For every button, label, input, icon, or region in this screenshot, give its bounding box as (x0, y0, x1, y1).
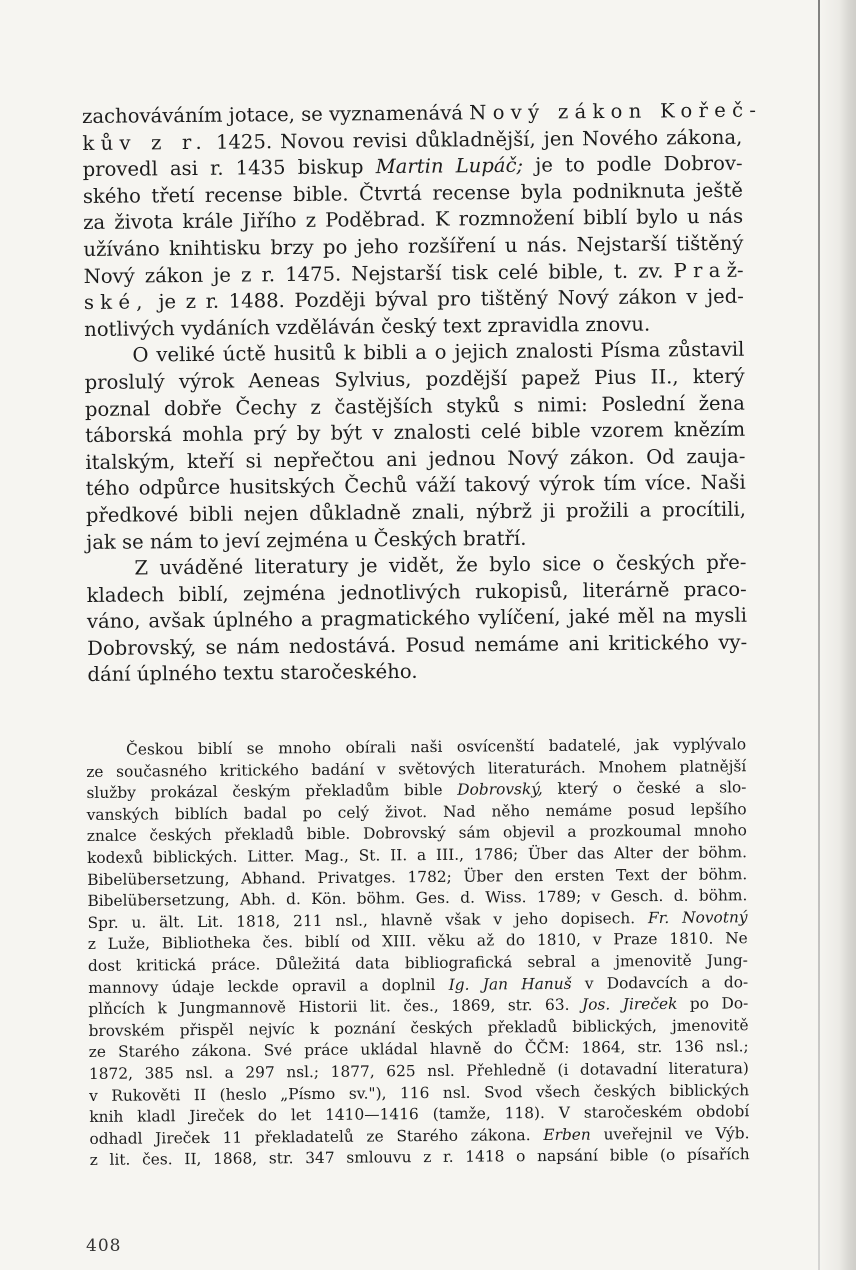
main-line: užíváno knihtisku brzy po jeho rozšíření u nás. Nejstarší tištěný (83, 231, 744, 261)
main-line: proslulý výrok Aeneas Sylvius, pozdější papež Pius II., který (84, 364, 745, 394)
person-name: Dobrovský, (457, 780, 543, 799)
main-line: provedl asi r. 1435 biskup Martin Lupáč; je to podle Dobrov- (82, 151, 743, 182)
footnote-line: 1872, 385 nsl. a 297 nsl.; 1877, 625 nsl. Přehledně (i dotavadní literatura) (88, 1059, 749, 1083)
person-name: Jos. Jireček (581, 994, 678, 1014)
footnote-line: odhadl Jireček 11 překladatelů ze Starého zákona. Erben uveřejnil ve Výb. (89, 1123, 750, 1148)
footnote-line: brovském přispěl nejvíc k poznání českých překladů biblických, jmenovitě (88, 1015, 749, 1040)
footnote-line: znalce českých překladů bible. Dobrovský sám objevil a prozkoumal mnoho (86, 821, 747, 846)
footnote-line: z lit. čes. II, 1868, str. 347 smlouvu z r. 1418 o napsání bible (o písařích (89, 1145, 750, 1170)
footnote-line: ze Starého zákona. Své práce ukládal hlavně do ČČM: 1864, str. 136 nsl.; (88, 1037, 749, 1062)
footnote-line: Bibelübersetzung, Abh. d. Kön. böhm. Ges. d. Wiss. 1789; v Gesch. d. böhm. (87, 886, 748, 911)
footnote-line: Českou biblí se mnoho obírali naši osvícenští badatelé, jak vyplývalo (126, 735, 747, 759)
page-number: 408 (86, 1236, 122, 1256)
main-line: za života krále Jiřího z Poděbrad. K rozmnožení biblí bylo u nás (83, 205, 744, 235)
footnote-line: mannovy údaje leckde opravil a doplnil Ig. Jan Hanuš v Dodavcích a do- (88, 972, 749, 997)
main-line: Dobrovský, se nám nedostává. Posud nemáme ani kritického vy- (87, 630, 748, 660)
main-line: kladech biblí, zejména jednotlivých rukopisů, literárně praco- (86, 577, 747, 607)
main-line: Nový zákon je z r. 1475. Nejstarší tisk celé bible, t. zv. Praž- (83, 258, 744, 288)
person-name: Erben (543, 1125, 591, 1144)
main-line: tého odpůrce husitských Čechů váží takový výrok tím více. Naši (85, 470, 746, 501)
main-line: dání úplného textu staročeského. (87, 660, 418, 687)
main-line: zachováváním jotace, se vyznamenává Nový zákon Kořeč- (82, 98, 763, 128)
footnote-line: ze současného kritického badání v světových literaturách. Mnohem platnější (86, 756, 747, 781)
footnote-line: v Rukověti II (heslo „Písmo sv."), 116 nsl. Svod všech českých biblických (89, 1080, 750, 1105)
footnote-line: Spr. u. ält. Lit. 1818, 211 nsl., hlavně však v jeho dopisech. Fr. Novotný (87, 907, 748, 932)
footnote-line: plňcích k Jungmannově Historii lit. čes., 1869, str. 63. Jos. Jireček po Do- (88, 994, 749, 1019)
main-line: předkové bibli nejen důkladně znali, nýbrž ji prožili a procítili, (85, 497, 747, 527)
main-line: táborská mohla prý by být v znalosti celé bible vzorem knězím (85, 417, 746, 448)
main-line: váno, avšak úplného a pragmatického vylíčení, jaké měl na mysli (86, 603, 748, 634)
person-name: Fr. Novotný (647, 907, 748, 927)
main-text-block (82, 98, 763, 689)
footnote-block (86, 734, 750, 1172)
spaced-title: kův z r. (82, 130, 209, 155)
main-line: italským, kteří si nepřečtou ani jednou Nový zákon. Od zauja- (85, 444, 746, 474)
main-line: poznal dobře Čechy z častějších styků s nimi: Poslední žena (84, 391, 746, 421)
spaced-title: Pra (673, 258, 727, 282)
footnote-line: dost kritická práce. Důležitá data bibliografická sebral a jmenovitě Jung- (87, 951, 749, 975)
main-line: O veliké úctě husitů k bibli a o jejich znalosti Písma zůstavil (132, 337, 745, 367)
footnote-line: z Luže, Bibliotheka čes. biblí od XIII. věku až do 1810, v Praze 1810. Ne (87, 929, 748, 954)
spaced-title: ské, (83, 290, 149, 315)
main-line: ské, je z r. 1488. Později býval pro tištěný Nový zákon v jed- (83, 284, 744, 315)
main-line: notlivých vydáních vzděláván český text zpravidla znovu. (84, 312, 651, 341)
footnote-line: vanských biblích badal po celý život. Nad něho nemáme posud lepšího (86, 800, 747, 824)
person-name: Martin Lupáč; (375, 153, 524, 179)
main-line: ského třetí recense bible. Čtvrtá recense byla podniknuta ještě (82, 178, 743, 208)
footnote-line: knih kladl Jireček do let 1410—1416 (tamže, 118). V staročeském období (89, 1102, 750, 1127)
footnote-line: Bibelübersetzung, Abhand. Privatges. 1782; Über den ersten Text der böhm. (87, 864, 748, 889)
book-spine-shadow (818, 0, 856, 1270)
gutter-edge (818, 0, 820, 1270)
footnote-line: kodexů biblických. Litter. Mag., St. II. a III., 1786; Über das Alter der böhm. (86, 843, 748, 867)
footnote-line: služby prokázal českým překladům bible Dobrovský, který o české a slo- (86, 778, 747, 803)
main-line: kův z r. 1425. Novou revisi důkladnější, jen Nového zákona, (82, 125, 743, 155)
main-line: Z uváděné literatury je vidět, že bylo sice o českých pře- (134, 550, 747, 580)
spaced-title: Nový zákon Kořeč- (469, 98, 763, 125)
main-line: jak se nám to jeví zejména u Českých bratří. (86, 526, 527, 554)
person-name: Ig. Jan Hanuš (448, 974, 572, 994)
